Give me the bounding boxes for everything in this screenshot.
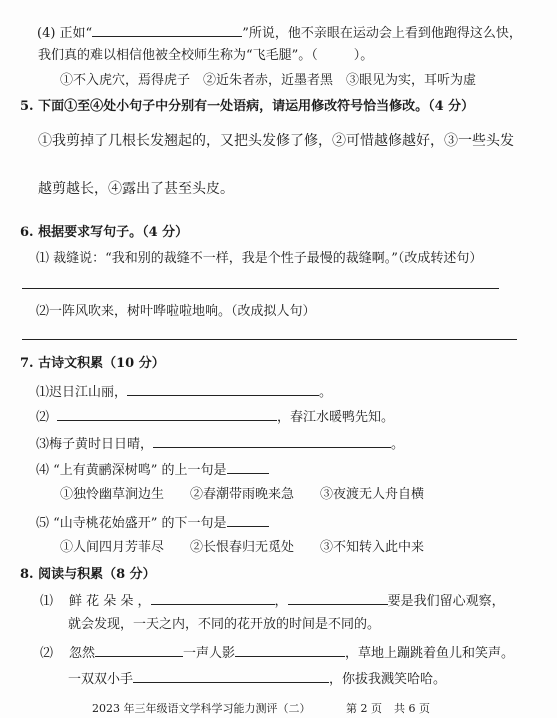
q8-item2-line2-start: 一双双小手 (68, 672, 134, 687)
q7-item5-options: ①人间四月芳菲尽 ②长恨春归无觅处 ③不知转入此中来 (60, 540, 425, 555)
q5-line2: 越剪越长，④露出了甚至头皮。 (38, 181, 234, 197)
q7-item1 (36, 383, 332, 401)
q7-title: 7. 古诗文积累（10 分） (20, 356, 165, 371)
q7-item2 (36, 408, 394, 426)
q8-item1-num: ⑴ (40, 594, 54, 609)
q8-item2-line2 (68, 670, 446, 688)
q8-item2-mid: 一声人影 (183, 646, 236, 661)
q7-item3-text: ⑶梅子黄时日日晴， (36, 437, 154, 452)
q4-line2-start: 我们真的难以相信他被全校师生称为“飞毛腿”。（ (38, 48, 318, 63)
footer-page-number: 第 2 页 (346, 702, 382, 715)
q7-item1-text: ⑴迟日江山丽， (36, 385, 128, 400)
q4-line1-start: (4) 正如“ (37, 26, 93, 41)
q4-line1 (37, 24, 522, 42)
q8-item1-blank-2 (288, 592, 388, 605)
q5-title: 5. 下面①至④处小句子中分别有一处语病，请运用修改符号恰当修改。（4 分） (20, 99, 475, 114)
q6-answer-line-2 (22, 339, 517, 340)
q8-title: 8. 阅读与积累（8 分） (20, 567, 156, 582)
q4-line2 (38, 48, 373, 64)
q4-line1-end: ”所说，他不亲眼在运动会上看到他跑得这么快， (242, 26, 522, 41)
q8-item2-start: 忽然 (69, 646, 96, 661)
q6-title: 6. 根据要求写句子。（4 分） (20, 225, 189, 240)
q7-item4-options: ①独怜幽草涧边生 ②春潮带雨晚来急 ③夜渡无人舟自横 (60, 487, 425, 502)
q8-item1-text: 鲜 花 朵 朵 ， (69, 594, 151, 609)
q8-item2-line2-end: ，你拔我溅笑哈哈。 (329, 672, 447, 687)
q8-item1-line2: 就会发现，一天之内，不同的花开放的时间是不同的。 (68, 617, 381, 632)
q7-item4-text: ⑷ “上有黄鹂深树鸣” 的上一句是 (36, 463, 227, 478)
q8-item2 (40, 644, 514, 662)
q7-item1-blank (127, 383, 319, 396)
q7-item3-blank (153, 435, 391, 448)
q6-answer-line-1 (22, 288, 499, 289)
q7-item5-text: ⑸ “山寺桃花始盛开” 的下一句是 (36, 516, 227, 531)
q7-item2-text: ，春江水暖鸭先知。 (277, 410, 395, 425)
q8-item1-blank-1 (151, 592, 275, 605)
q8-item1 (40, 592, 505, 610)
q7-item3 (36, 435, 404, 453)
q6-item2: ⑵一阵风吹来，树叶哗啦啦地响。（改成拟人句） (36, 304, 316, 319)
q4-line2-end: ）。 (353, 48, 374, 63)
q8-item2-blank-1 (95, 644, 183, 657)
q7-item1-end: 。 (319, 385, 333, 400)
q6-item1: ⑴ 裁缝说：“我和别的裁缝不一样，我是个性子最慢的裁缝啊。”（改成转述句） (36, 251, 483, 266)
q7-item2-num: ⑵ (36, 410, 50, 425)
q8-item1-end: 要是我们留心观察， (387, 594, 505, 609)
q7-item5-blank (227, 514, 269, 527)
q7-item2-blank (57, 408, 277, 421)
footer-total-pages: 共 6 页 (394, 702, 430, 715)
q8-item2-end: ，草地上蹦跳着鱼儿和笑声。 (345, 646, 515, 661)
q7-item4-blank (227, 461, 269, 474)
q8-item2-num: ⑵ (40, 646, 54, 661)
q7-item3-end: 。 (391, 437, 405, 452)
q4-blank-quote (92, 24, 242, 37)
q7-item5 (36, 514, 269, 532)
q5-line1: ①我剪掉了几根长发翘起的，又把头发修了修，②可惜越修越好，③一些头发 (38, 133, 514, 149)
q8-item2-blank-2 (235, 644, 345, 657)
q7-item4 (36, 461, 269, 479)
q4-options: ①不入虎穴，焉得虎子 ②近朱者赤，近墨者黑 ③眼见为实，耳听为虚 (60, 73, 477, 88)
footer-title: 2023 年三年级语文学科学习能力测评（二） (92, 702, 311, 715)
q8-item2-line2-blank (133, 670, 329, 683)
q8-item1-comma: ， (274, 594, 288, 609)
